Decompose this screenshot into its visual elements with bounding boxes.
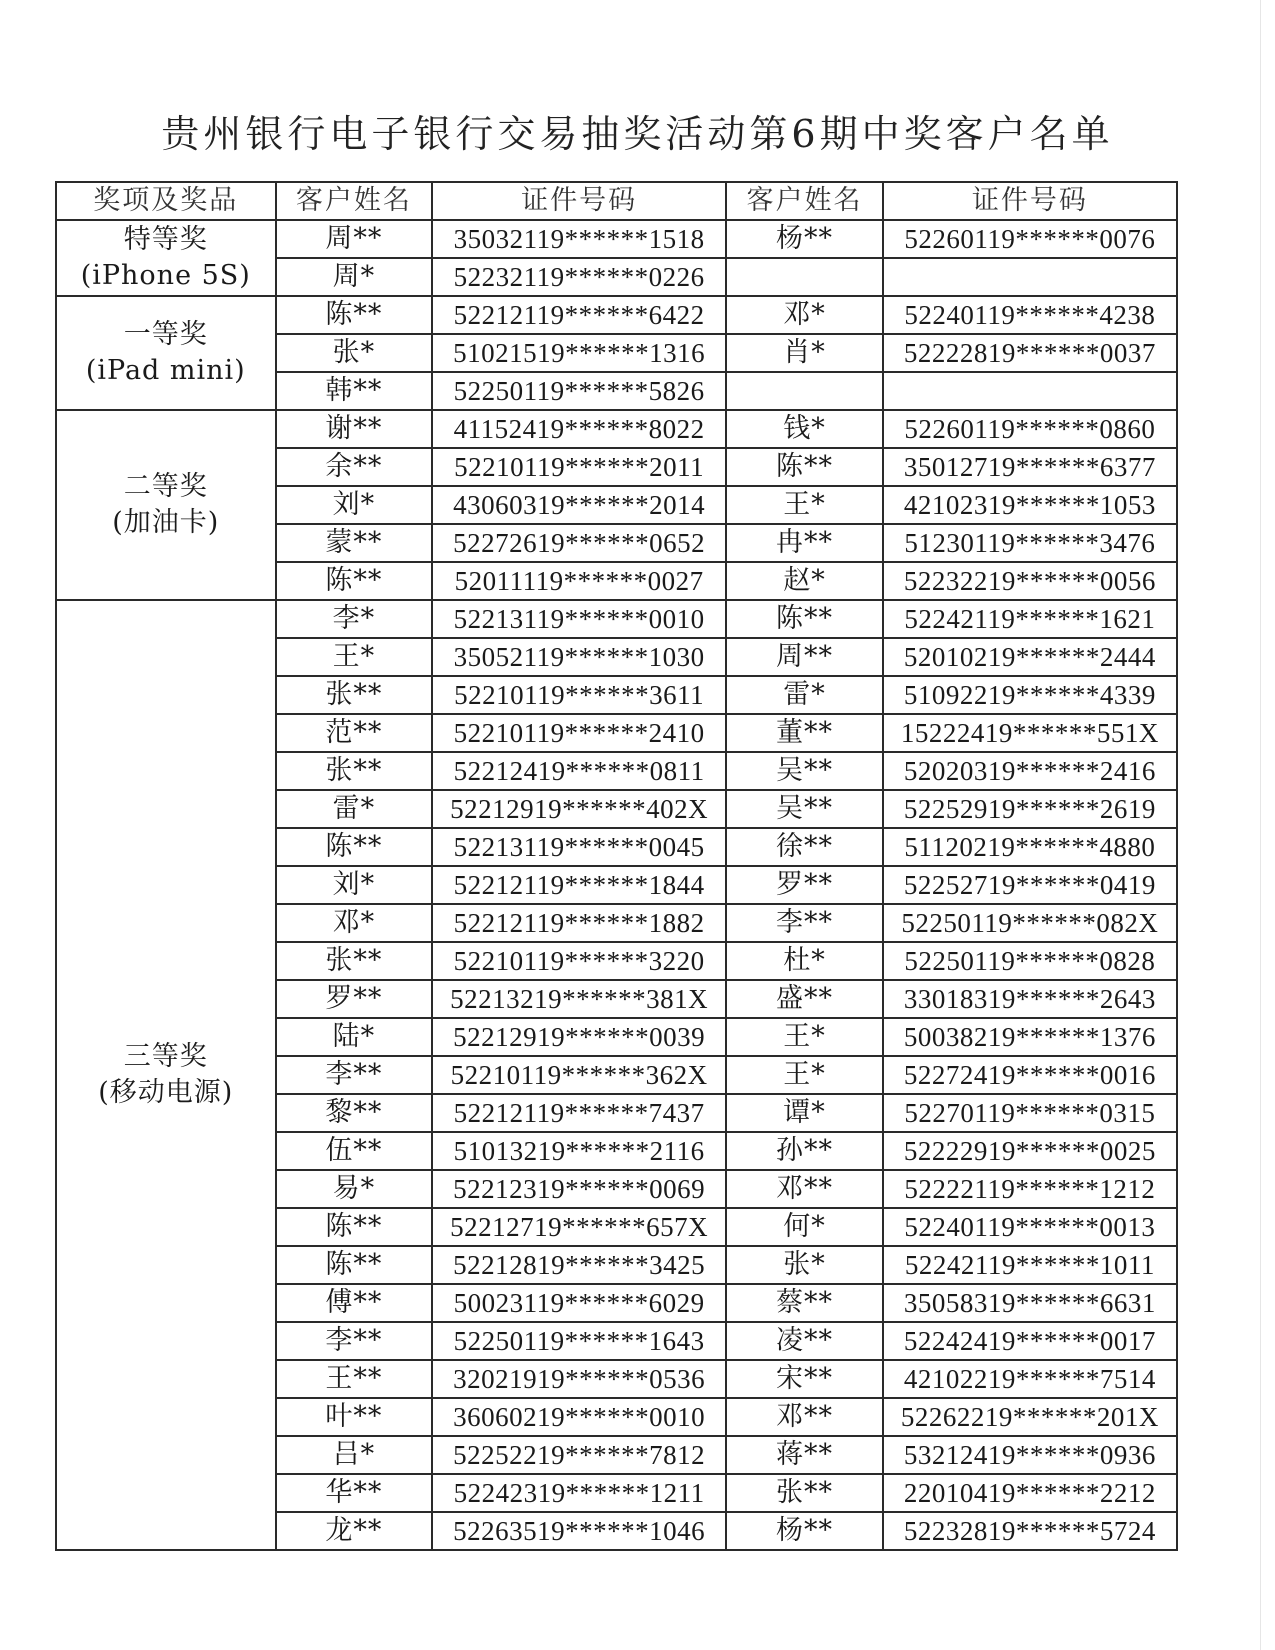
prize-cell (56, 600, 276, 1550)
customer-name-cell: 何* (726, 1208, 883, 1246)
id-number-cell: 52232819******5724 (883, 1512, 1177, 1550)
id-number-cell: 52232119******0226 (432, 258, 726, 296)
id-number-cell: 52210119******2011 (432, 448, 726, 486)
customer-name-cell: 王* (726, 1018, 883, 1056)
customer-name-cell: 李** (726, 904, 883, 942)
customer-name-cell: 雷* (726, 676, 883, 714)
id-number-cell: 52252719******0419 (883, 866, 1177, 904)
customer-name-cell: 杨** (726, 1512, 883, 1550)
customer-name-cell: 傅** (276, 1284, 433, 1322)
id-number-cell: 52263519******1046 (432, 1512, 726, 1550)
table-row (56, 410, 1177, 448)
id-number-cell: 51092219******4339 (883, 676, 1177, 714)
id-number-cell: 52240119******4238 (883, 296, 1177, 334)
customer-name-cell: 罗** (726, 866, 883, 904)
id-number-cell: 52260119******0860 (883, 410, 1177, 448)
customer-name-cell: 邓** (726, 1170, 883, 1208)
customer-name-cell: 徐** (726, 828, 883, 866)
id-number-cell: 35052119******1030 (432, 638, 726, 676)
id-number-cell: 52242319******1211 (432, 1474, 726, 1512)
customer-name-cell: 陈** (726, 600, 883, 638)
customer-name-cell: 黎** (276, 1094, 433, 1132)
customer-name-cell: 华** (276, 1474, 433, 1512)
customer-name-cell: 余** (276, 448, 433, 486)
customer-name-cell: 易* (276, 1170, 433, 1208)
customer-name-cell: 冉** (726, 524, 883, 562)
customer-name-cell: 李** (276, 1056, 433, 1094)
customer-name-cell: 宋** (726, 1360, 883, 1398)
id-number-cell: 52212119******1844 (432, 866, 726, 904)
id-number-cell: 52250119******082X (883, 904, 1177, 942)
customer-name-cell: 韩** (276, 372, 433, 410)
header-id-number: 证件号码 (432, 182, 726, 220)
customer-name-cell: 杜* (726, 942, 883, 980)
prize-item: (iPad mini) (85, 355, 246, 386)
header-customer-name: 客户姓名 (726, 182, 883, 220)
id-number-cell: 52213219******381X (432, 980, 726, 1018)
customer-name-cell: 伍** (276, 1132, 433, 1170)
id-number-cell: 52210119******2410 (432, 714, 726, 752)
customer-name-cell: 蒙** (276, 524, 433, 562)
id-number-cell: 52212819******3425 (432, 1246, 726, 1284)
id-number-cell: 52250119******1643 (432, 1322, 726, 1360)
table-header-row (56, 182, 1177, 220)
customer-name-cell: 陈** (276, 562, 433, 600)
id-number-cell: 50023119******6029 (432, 1284, 726, 1322)
customer-name-cell (726, 372, 883, 410)
id-number-cell: 42102319******1053 (883, 486, 1177, 524)
id-number-cell: 36060219******0010 (432, 1398, 726, 1436)
customer-name-cell: 邓* (726, 296, 883, 334)
prize-name: 二等奖 (123, 471, 208, 502)
customer-name-cell: 刘* (276, 486, 433, 524)
id-number-cell: 52210119******3611 (432, 676, 726, 714)
customer-name-cell (726, 258, 883, 296)
id-number-cell: 52212119******1882 (432, 904, 726, 942)
customer-name-cell: 陈** (276, 1208, 433, 1246)
id-number-cell: 52212919******0039 (432, 1018, 726, 1056)
customer-name-cell: 邓** (726, 1398, 883, 1436)
id-number-cell: 52252919******2619 (883, 790, 1177, 828)
customer-name-cell: 谭* (726, 1094, 883, 1132)
id-number-cell: 35032119******1518 (432, 220, 726, 258)
id-number-cell: 52222819******0037 (883, 334, 1177, 372)
customer-name-cell: 吕* (276, 1436, 433, 1474)
customer-name-cell: 陆* (276, 1018, 433, 1056)
customer-name-cell: 杨** (726, 220, 883, 258)
customer-name-cell: 陈** (726, 448, 883, 486)
prize-cell (56, 410, 276, 600)
id-number-cell: 15222419******551X (883, 714, 1177, 752)
id-number-cell: 52212719******657X (432, 1208, 726, 1246)
customer-name-cell: 张** (726, 1474, 883, 1512)
customer-name-cell: 邓* (276, 904, 433, 942)
customer-name-cell: 王** (276, 1360, 433, 1398)
customer-name-cell: 张** (276, 676, 433, 714)
customer-name-cell: 凌** (726, 1322, 883, 1360)
customer-name-cell: 叶** (276, 1398, 433, 1436)
page-title: 贵州银行电子银行交易抽奖活动第6期中奖客户名单 (161, 112, 1114, 156)
prize-name: 三等奖 (123, 1041, 208, 1072)
customer-name-cell: 周* (276, 258, 433, 296)
id-number-cell: 52212919******402X (432, 790, 726, 828)
customer-name-cell: 周** (276, 220, 433, 258)
customer-name-cell: 范** (276, 714, 433, 752)
customer-name-cell: 蒋** (726, 1436, 883, 1474)
id-number-cell: 52213119******0010 (432, 600, 726, 638)
header-id-number: 证件号码 (883, 182, 1177, 220)
customer-name-cell: 陈** (276, 1246, 433, 1284)
id-number-cell: 51021519******1316 (432, 334, 726, 372)
customer-name-cell: 吴** (726, 790, 883, 828)
id-number-cell: 52250119******0828 (883, 942, 1177, 980)
id-number-cell: 51230119******3476 (883, 524, 1177, 562)
id-number-cell: 52210119******3220 (432, 942, 726, 980)
customer-name-cell: 盛** (726, 980, 883, 1018)
customer-name-cell: 陈** (276, 828, 433, 866)
customer-name-cell: 赵* (726, 562, 883, 600)
customer-name-cell: 李* (276, 600, 433, 638)
id-number-cell: 52242119******1011 (883, 1246, 1177, 1284)
id-number-cell: 50038219******1376 (883, 1018, 1177, 1056)
customer-name-cell: 陈** (276, 296, 433, 334)
prize-item: (移动电源) (98, 1077, 234, 1108)
scan-edge-line (1260, 0, 1261, 1650)
id-number-cell: 52232219******0056 (883, 562, 1177, 600)
id-number-cell: 52212319******0069 (432, 1170, 726, 1208)
id-number-cell: 52010219******2444 (883, 638, 1177, 676)
table-row (56, 220, 1177, 258)
customer-name-cell: 蔡** (726, 1284, 883, 1322)
id-number-cell: 52272419******0016 (883, 1056, 1177, 1094)
id-number-cell: 52222119******1212 (883, 1170, 1177, 1208)
prize-cell (56, 296, 276, 410)
customer-name-cell: 孙** (726, 1132, 883, 1170)
prize-cell (56, 220, 276, 296)
winners-table (55, 181, 1178, 1551)
customer-name-cell: 谢** (276, 410, 433, 448)
header-prize: 奖项及奖品 (56, 182, 276, 220)
customer-name-cell: 钱* (726, 410, 883, 448)
prize-item: (iPhone 5S) (80, 260, 251, 291)
id-number-cell: 43060319******2014 (432, 486, 726, 524)
customer-name-cell: 刘* (276, 866, 433, 904)
id-number-cell: 52222919******0025 (883, 1132, 1177, 1170)
id-number-cell (883, 258, 1177, 296)
id-number-cell: 52252219******7812 (432, 1436, 726, 1474)
table-row (56, 296, 1177, 334)
id-number-cell: 52250119******5826 (432, 372, 726, 410)
id-number-cell: 35058319******6631 (883, 1284, 1177, 1322)
id-number-cell: 52011119******0027 (432, 562, 726, 600)
customer-name-cell: 张** (276, 752, 433, 790)
id-number-cell: 52213119******0045 (432, 828, 726, 866)
id-number-cell: 42102219******7514 (883, 1360, 1177, 1398)
id-number-cell: 41152419******8022 (432, 410, 726, 448)
customer-name-cell: 王* (726, 486, 883, 524)
id-number-cell: 52242119******1621 (883, 600, 1177, 638)
prize-name: 一等奖 (123, 319, 208, 350)
id-number-cell: 52272619******0652 (432, 524, 726, 562)
customer-name-cell: 王* (726, 1056, 883, 1094)
id-number-cell: 52212119******7437 (432, 1094, 726, 1132)
id-number-cell: 52212119******6422 (432, 296, 726, 334)
id-number-cell: 51120219******4880 (883, 828, 1177, 866)
table-row (56, 600, 1177, 638)
prize-name: 特等奖 (123, 224, 208, 255)
customer-name-cell: 张* (276, 334, 433, 372)
customer-name-cell: 罗** (276, 980, 433, 1018)
id-number-cell: 22010419******2212 (883, 1474, 1177, 1512)
customer-name-cell: 雷* (276, 790, 433, 828)
id-number-cell: 52210119******362X (432, 1056, 726, 1094)
id-number-cell: 33018319******2643 (883, 980, 1177, 1018)
customer-name-cell: 肖* (726, 334, 883, 372)
customer-name-cell: 吴** (726, 752, 883, 790)
id-number-cell: 52242419******0017 (883, 1322, 1177, 1360)
customer-name-cell: 张** (276, 942, 433, 980)
id-number-cell (883, 372, 1177, 410)
customer-name-cell: 周** (726, 638, 883, 676)
id-number-cell: 32021919******0536 (432, 1360, 726, 1398)
customer-name-cell: 张* (726, 1246, 883, 1284)
id-number-cell: 51013219******2116 (432, 1132, 726, 1170)
id-number-cell: 53212419******0936 (883, 1436, 1177, 1474)
id-number-cell: 52260119******0076 (883, 220, 1177, 258)
id-number-cell: 35012719******6377 (883, 448, 1177, 486)
customer-name-cell: 王* (276, 638, 433, 676)
header-customer-name: 客户姓名 (276, 182, 433, 220)
customer-name-cell: 董** (726, 714, 883, 752)
customer-name-cell: 龙** (276, 1512, 433, 1550)
id-number-cell: 52212419******0811 (432, 752, 726, 790)
table-body (56, 220, 1177, 1550)
id-number-cell: 52020319******2416 (883, 752, 1177, 790)
id-number-cell: 52270119******0315 (883, 1094, 1177, 1132)
id-number-cell: 52240119******0013 (883, 1208, 1177, 1246)
id-number-cell: 52262219******201X (883, 1398, 1177, 1436)
prize-item: (加油卡) (112, 507, 220, 538)
customer-name-cell: 李** (276, 1322, 433, 1360)
